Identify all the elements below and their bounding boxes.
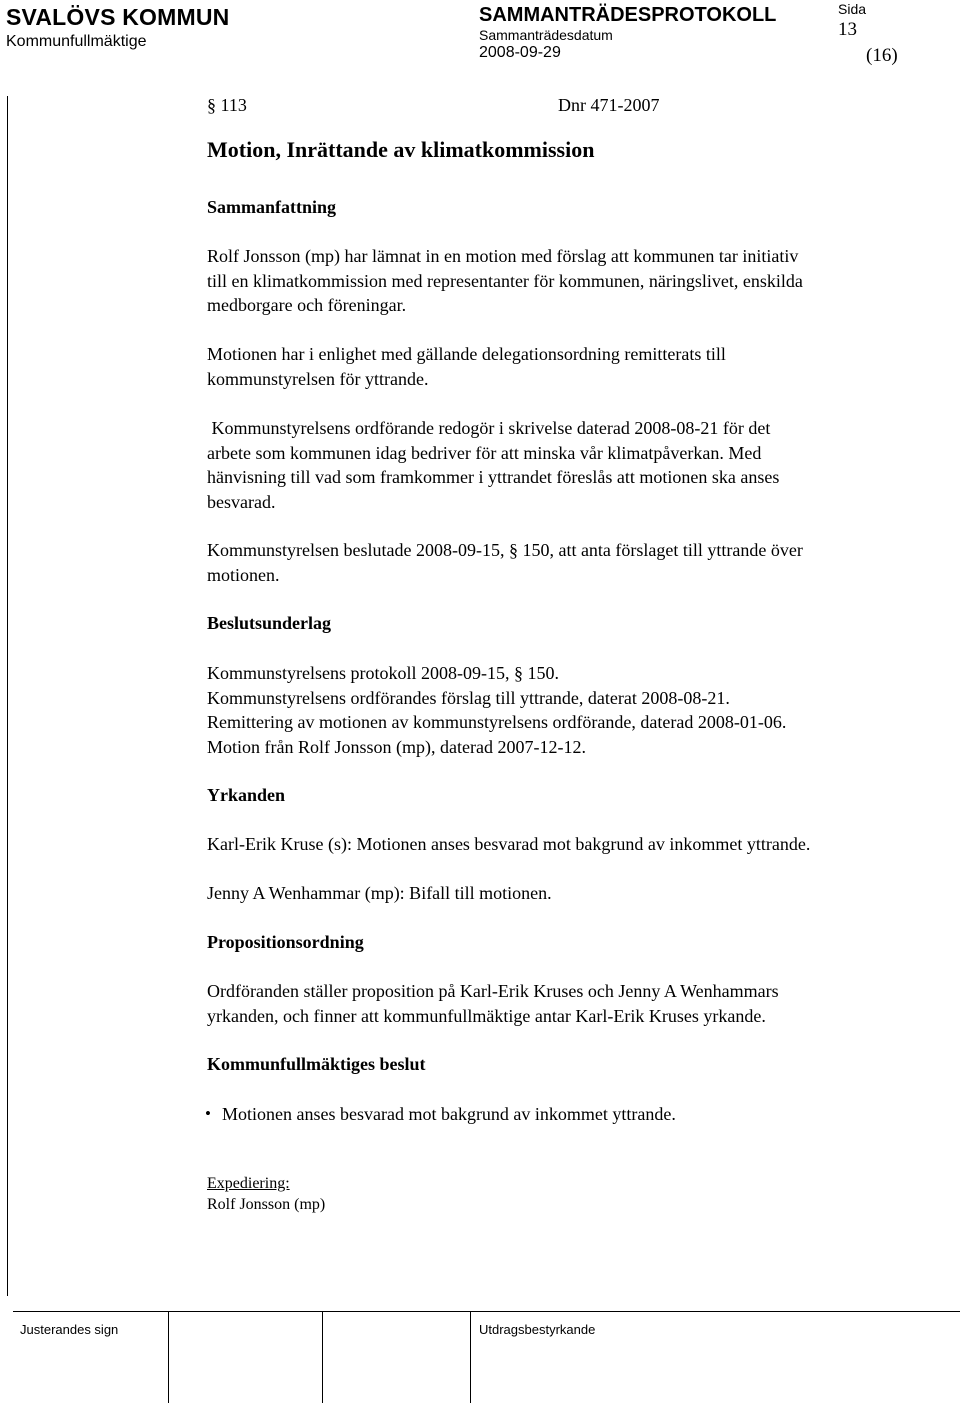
- text-line: Kommunstyrelsen beslutade 2008-09-15, § 150, att anta förslaget till yttrande över: [207, 540, 803, 560]
- expediering-label: Expediering:: [207, 1175, 290, 1192]
- list-item: Kommunstyrelsens protokoll 2008-09-15, § 150.: [207, 663, 559, 683]
- paragraph-number: § 113: [207, 95, 247, 115]
- motion-claim-2: Jenny A Wenhammar (mp): Bifall till motionen.: [207, 883, 552, 903]
- text-line: Kommunstyrelsens ordförande redogör i skrivelse daterad 2008-08-21 för det: [207, 418, 771, 438]
- section-title: Motion, Inrättande av klimatkommission: [207, 137, 595, 162]
- decision-text: Motionen anses besvarad mot bakgrund av inkommet yttrande.: [222, 1104, 676, 1124]
- justerandes-sign-label: Justerandes sign: [20, 1322, 119, 1337]
- text-line: kommunstyrelsen för yttrande.: [207, 368, 429, 389]
- footer-divider: [470, 1311, 471, 1403]
- text-line: motionen.: [207, 564, 280, 585]
- summary-paragraph-2: [207, 342, 937, 391]
- list-item: Remittering av motionen av kommunstyrelsens ordförande, daterad 2008-01-06.: [207, 712, 787, 732]
- heading-yrkanden: Yrkanden: [207, 785, 286, 805]
- page-label: Sida: [838, 1, 867, 17]
- heading-propositionsordning: Propositionsordning: [207, 932, 364, 952]
- text-line: hänvisning till vad som framkommer i yttrandet föreslås att motionen ska anses: [207, 467, 780, 487]
- motion-claim-1: Karl-Erik Kruse (s): Motionen anses besvarad mot bakgrund av inkommet yttrande.: [207, 834, 811, 854]
- expediering-recipient: Rolf Jonsson (mp): [207, 1196, 326, 1213]
- heading-sammanfattning: Sammanfattning: [207, 197, 337, 217]
- summary-paragraph-4: [207, 538, 937, 587]
- heading-beslut: Kommunfullmäktiges beslut: [207, 1054, 426, 1074]
- footer-top-rule: [13, 1311, 960, 1312]
- meeting-date-label: Sammanträdesdatum: [479, 27, 613, 43]
- footer-divider: [168, 1311, 169, 1403]
- page-number: 13: [838, 19, 857, 40]
- proposition-paragraph: [207, 979, 937, 1028]
- text-line: Rolf Jonsson (mp) har lämnat in en motion med förslag att kommunen tar initiativ: [207, 246, 799, 266]
- footer-divider: [322, 1311, 323, 1403]
- heading-beslutsunderlag: Beslutsunderlag: [207, 613, 332, 633]
- page-total: (16): [866, 45, 898, 66]
- document-type: SAMMANTRÄDESPROTOKOLL: [479, 4, 777, 26]
- text-line: medborgare och föreningar.: [207, 295, 407, 315]
- text-line: besvarad.: [207, 491, 276, 512]
- signature-footer: [0, 1311, 960, 1403]
- text-line: Motionen har i enlighet med gällande delegationsordning remitterats till: [207, 344, 726, 364]
- bullet-icon: •: [205, 1104, 211, 1123]
- text-line: Ordföranden ställer proposition på Karl-Erik Kruses och Jenny A Wenhammars: [207, 981, 779, 1001]
- organization-body: Kommunfullmäktige: [6, 33, 147, 50]
- decision-basis-list: [207, 661, 937, 759]
- text-line: till en klimatkommission med representanter för kommunen, näringslivet, enskilda: [207, 270, 803, 291]
- organization-name: SVALÖVS KOMMUN: [6, 4, 230, 30]
- text-line: arbete som kommunen idag bedriver för att minska vår klimatpåverkan. Med: [207, 442, 762, 463]
- left-margin-rule: [7, 96, 8, 1296]
- utdragsbestyrkande-label: Utdragsbestyrkande: [479, 1322, 596, 1337]
- text-line: yrkanden, och finner att kommunfullmäktige antar Karl-Erik Kruses yrkande.: [207, 1005, 766, 1026]
- meeting-date-value: 2008-09-29: [479, 44, 561, 61]
- summary-paragraph-3: [207, 416, 937, 514]
- case-number: Dnr 471-2007: [558, 95, 660, 115]
- list-item: Motion från Rolf Jonsson (mp), daterad 2007-12-12.: [207, 736, 586, 757]
- list-item: Kommunstyrelsens ordförandes förslag till yttrande, daterat 2008-08-21.: [207, 687, 730, 708]
- summary-paragraph-1: [207, 244, 937, 318]
